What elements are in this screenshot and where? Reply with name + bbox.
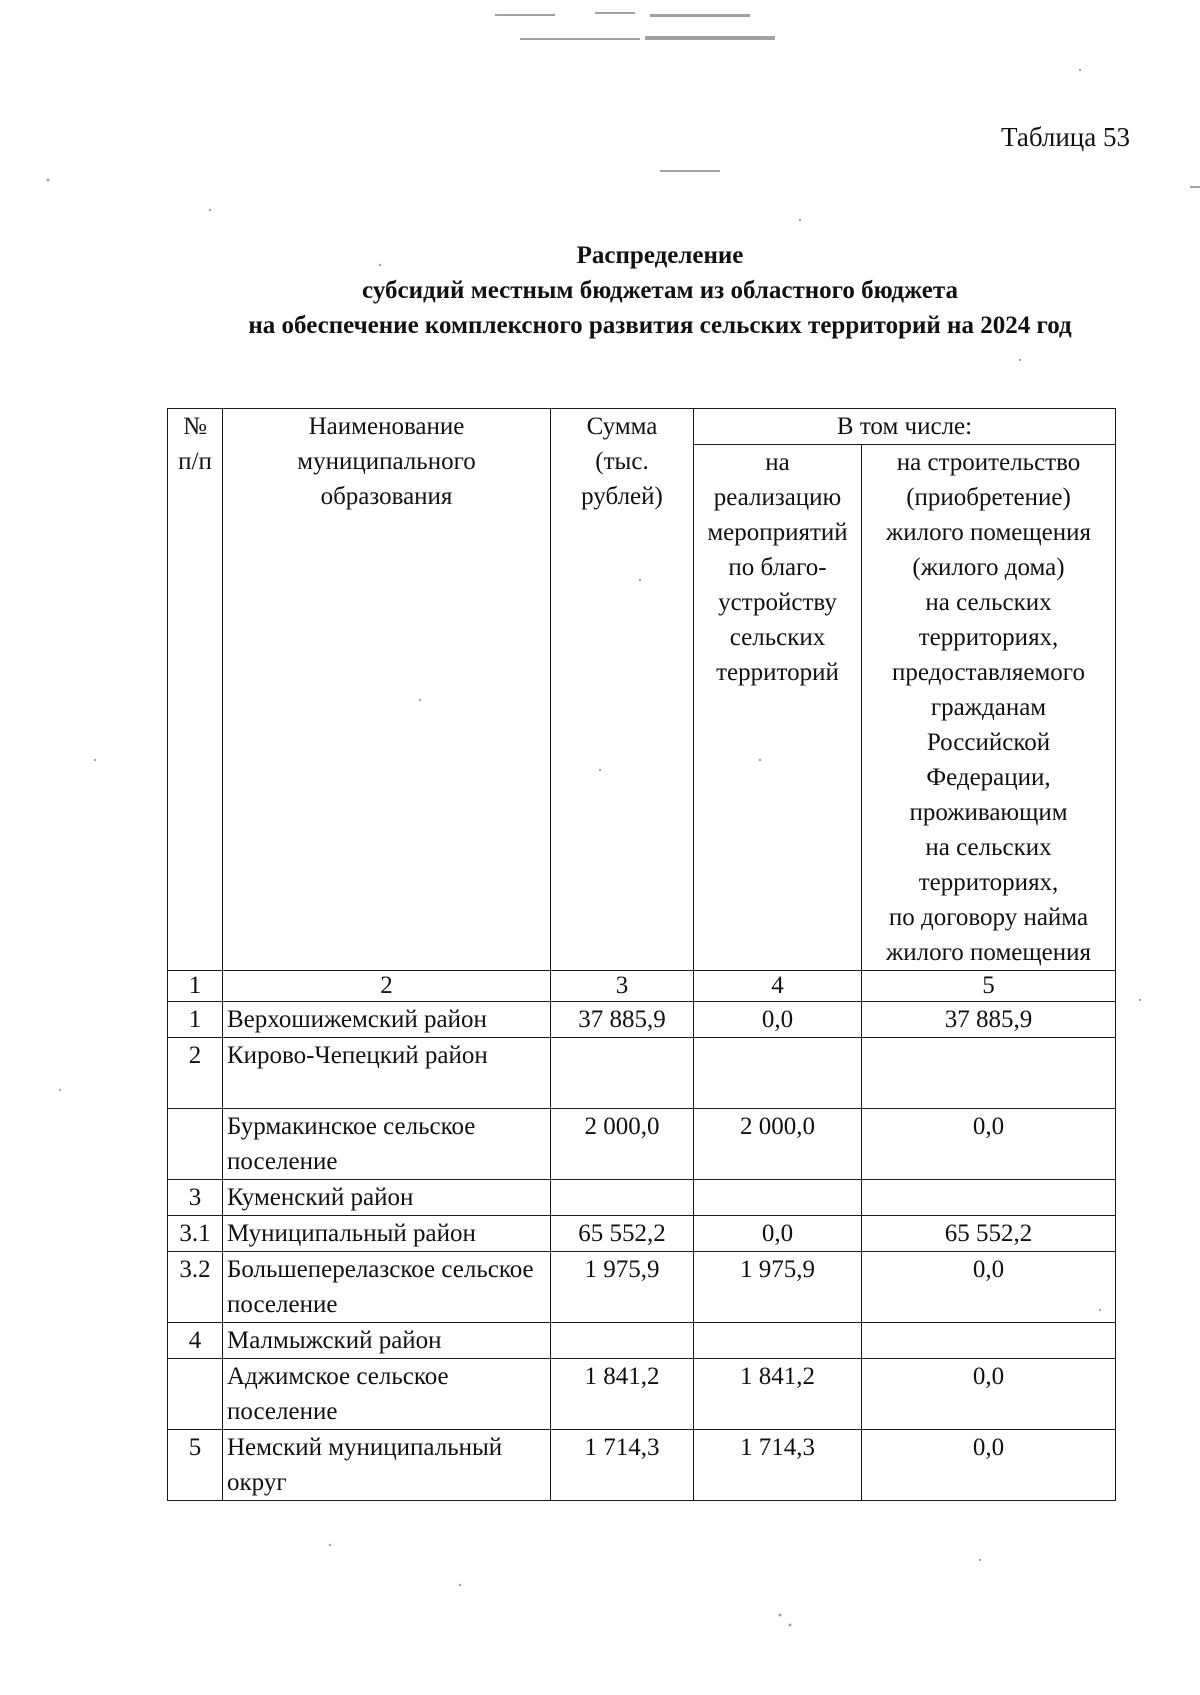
header-col5-line: жилого помещения <box>886 939 1091 966</box>
row-sum <box>551 1323 694 1359</box>
row-num: 3 <box>168 1180 223 1216</box>
header-including: В том числе: <box>694 409 1116 445</box>
row-name: Бурмакинское сельское поселение <box>223 1109 551 1180</box>
header-col4-line: территорий <box>716 659 839 686</box>
header-name-line: муниципального <box>297 448 476 475</box>
column-number-row <box>168 971 1116 1002</box>
header-col4-line: по благо- <box>728 554 827 581</box>
row-num: 3.1 <box>168 1216 223 1252</box>
header-col4-line: на <box>765 449 790 476</box>
table-row <box>168 1002 1116 1038</box>
row-sum: 1 714,3 <box>551 1430 694 1501</box>
header-col5-line: на сельских <box>925 589 1052 616</box>
header-name-line: Наименование <box>308 413 465 440</box>
row-num: 2 <box>168 1038 223 1109</box>
header-col5-line: территориях, <box>918 869 1059 896</box>
row-sum <box>551 1180 694 1216</box>
row-col5: 65 552,2 <box>862 1216 1116 1252</box>
row-num <box>168 1109 223 1180</box>
row-name: Аджимское сельское поселение <box>223 1359 551 1430</box>
header-col5 <box>862 445 1116 971</box>
header-col5-line: территориях, <box>918 624 1059 651</box>
column-number: 2 <box>223 971 551 1002</box>
header-name <box>223 409 551 971</box>
header-col5-line: на сельских <box>925 834 1052 861</box>
header-col4-line: сельских <box>729 624 826 651</box>
row-name: Верхошижемский район <box>223 1002 551 1038</box>
column-number: 3 <box>551 971 694 1002</box>
row-col5: 0,0 <box>862 1430 1116 1501</box>
row-num: 4 <box>168 1323 223 1359</box>
row-sum: 1 975,9 <box>551 1252 694 1323</box>
header-num-line: п/п <box>178 448 212 475</box>
header-col5-line: (приобретение) <box>906 484 1071 511</box>
row-col5 <box>862 1323 1116 1359</box>
table-row <box>168 1252 1116 1323</box>
header-col4 <box>694 445 862 971</box>
header-col5-line: предоставляемого <box>892 659 1085 686</box>
row-num: 1 <box>168 1002 223 1038</box>
table-row <box>168 1359 1116 1430</box>
header-col5-line: гражданам <box>930 694 1047 721</box>
row-name: Куменский район <box>223 1180 551 1216</box>
row-col5 <box>862 1180 1116 1216</box>
header-col5-line: Российской <box>926 729 1051 756</box>
document-title <box>140 238 1180 343</box>
row-col4: 1 841,2 <box>694 1359 862 1430</box>
header-sum-line: рублей) <box>581 483 663 510</box>
row-col4 <box>694 1323 862 1359</box>
table-row <box>168 1216 1116 1252</box>
table-row <box>168 1109 1116 1180</box>
table-row <box>168 1323 1116 1359</box>
row-col4: 2 000,0 <box>694 1109 862 1180</box>
row-sum: 2 000,0 <box>551 1109 694 1180</box>
row-col5 <box>862 1038 1116 1109</box>
row-col4: 0,0 <box>694 1216 862 1252</box>
header-col5-line: на строительство <box>896 449 1081 476</box>
row-num: 3.2 <box>168 1252 223 1323</box>
row-name: Малмыжский район <box>223 1323 551 1359</box>
row-sum: 37 885,9 <box>551 1002 694 1038</box>
header-num-line: № <box>183 413 207 440</box>
header-name-line: образования <box>320 483 453 510</box>
row-col4: 0,0 <box>694 1002 862 1038</box>
row-col4: 1 714,3 <box>694 1430 862 1501</box>
table-number: Таблица 53 <box>1001 122 1130 152</box>
row-col4 <box>694 1180 862 1216</box>
title-line-2: субсидий местным бюджетам из областного бюджета <box>362 277 958 304</box>
row-name: Немский муниципальный округ <box>223 1430 551 1501</box>
row-col4: 1 975,9 <box>694 1252 862 1323</box>
header-sum <box>551 409 694 971</box>
row-name: Большеперелазское сельское поселение <box>223 1252 551 1323</box>
row-col5: 0,0 <box>862 1109 1116 1180</box>
row-num: 5 <box>168 1430 223 1501</box>
row-sum: 1 841,2 <box>551 1359 694 1430</box>
column-number: 5 <box>862 971 1116 1002</box>
title-line-1: Распределение <box>576 242 744 269</box>
table-row <box>168 1430 1116 1501</box>
column-number: 1 <box>168 971 223 1002</box>
header-sum-line: (тыс. <box>595 448 649 475</box>
row-name: Кирово-Чепецкий район <box>223 1038 551 1109</box>
header-col5-line: по договору найма <box>888 904 1089 931</box>
title-line-3: на обеспечение комплексного развития сельских территорий на 2024 год <box>248 312 1072 339</box>
row-sum: 65 552,2 <box>551 1216 694 1252</box>
header-sum-line: Сумма <box>586 413 658 440</box>
row-col5: 0,0 <box>862 1359 1116 1430</box>
row-col5: 37 885,9 <box>862 1002 1116 1038</box>
column-number: 4 <box>694 971 862 1002</box>
header-col4-line: реализацию <box>713 484 842 511</box>
header-col5-line: Федерации, <box>926 764 1051 791</box>
row-num <box>168 1359 223 1430</box>
row-col5: 0,0 <box>862 1252 1116 1323</box>
header-col4-line: устройству <box>718 589 837 616</box>
header-col5-line: жилого помещения <box>886 519 1091 546</box>
table-row <box>168 1180 1116 1216</box>
row-sum <box>551 1038 694 1109</box>
header-col5-line: проживающим <box>909 799 1068 826</box>
subsidy-table <box>167 408 1116 1501</box>
row-col4 <box>694 1038 862 1109</box>
header-num <box>168 409 223 971</box>
table-row <box>168 1038 1116 1109</box>
header-col4-line: мероприятий <box>707 519 848 546</box>
row-name: Муниципальный район <box>223 1216 551 1252</box>
header-col5-line: (жилого дома) <box>912 554 1065 581</box>
